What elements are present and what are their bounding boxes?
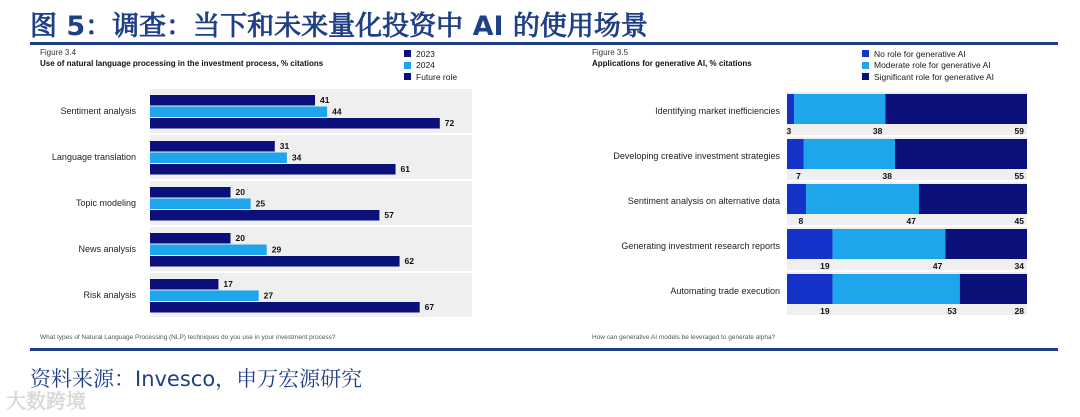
category-label: Generating investment research reports — [621, 241, 780, 251]
bar-future-role — [150, 118, 440, 129]
bar-moderate-role-for-generative-ai — [804, 139, 895, 169]
data-label: 20 — [235, 187, 245, 197]
data-label: 19 — [820, 306, 830, 316]
legend-label: 2023 — [416, 48, 435, 59]
bar-2024 — [150, 199, 251, 210]
bar-future-role — [150, 256, 400, 267]
category-label: Automating trade execution — [670, 286, 780, 296]
data-label: 3 — [786, 126, 792, 136]
bar-no-role-for-generative-ai — [787, 94, 794, 124]
bar-future-role — [150, 302, 420, 313]
bar-moderate-role-for-generative-ai — [833, 229, 946, 259]
watermark-logo: 大数跨境 — [6, 389, 86, 413]
bar-significant-role-for-generative-ai — [895, 139, 1027, 169]
category-label: Sentiment analysis — [60, 106, 136, 116]
data-label: 34 — [1014, 261, 1024, 271]
bar-no-role-for-generative-ai — [787, 229, 833, 259]
data-label: 25 — [255, 198, 266, 209]
bar-significant-role-for-generative-ai — [945, 229, 1027, 259]
bar-2023 — [150, 95, 315, 106]
data-label: 41 — [320, 95, 330, 105]
bar-moderate-role-for-generative-ai — [806, 184, 919, 214]
bar-moderate-role-for-generative-ai — [833, 274, 960, 304]
data-label: 47 — [906, 216, 916, 226]
bar-significant-role-for-generative-ai — [885, 94, 1027, 124]
data-label: 7 — [796, 171, 801, 181]
category-label: Developing creative investment strategies — [613, 151, 780, 161]
bar-future-role — [150, 210, 379, 221]
category-label: Sentiment analysis on alternative data — [627, 196, 780, 206]
data-label: 59 — [1014, 126, 1024, 136]
bar-significant-role-for-generative-ai — [919, 184, 1027, 214]
data-label: 38 — [872, 126, 883, 136]
category-label: Risk analysis — [83, 290, 136, 300]
figure-3-5-panel — [590, 46, 1040, 344]
heading-rule — [30, 42, 1058, 45]
category-label: News analysis — [78, 244, 136, 254]
bar-2023 — [150, 141, 275, 152]
chart-title: Applications for generative AI, % citations — [592, 59, 752, 68]
data-label: 53 — [947, 306, 957, 316]
figure-number: Figure 3.5 — [592, 48, 629, 57]
chart-footnote: What types of Natural Language Processing (NLP) techniques do you use in your investment process? — [40, 334, 336, 341]
bar-2024 — [150, 107, 327, 118]
genai-stacked-bar-chart — [590, 46, 1040, 344]
data-label: 8 — [798, 216, 804, 226]
category-label: Topic modeling — [75, 198, 136, 208]
data-label: 27 — [263, 290, 274, 301]
data-label: 38 — [882, 171, 892, 181]
data-label: 61 — [400, 164, 410, 174]
legend-label: Future role — [416, 71, 458, 82]
bar-2023 — [150, 233, 231, 244]
source-note: 资料来源：Invesco，申万宏源研究 — [30, 367, 363, 391]
category-label: Language translation — [51, 152, 136, 162]
data-label: 67 — [424, 302, 435, 312]
data-label: 45 — [1014, 216, 1024, 226]
footer-rule — [30, 348, 1058, 351]
bar-significant-role-for-generative-ai — [960, 274, 1027, 304]
data-label: 19 — [820, 261, 830, 271]
figure-3-4-panel — [38, 46, 490, 344]
page-heading: 图 5：调查：当下和未来量化投资中 AI 的使用场景 — [30, 11, 648, 42]
bar-future-role — [150, 164, 396, 175]
data-label: 28 — [1014, 306, 1024, 316]
bar-moderate-role-for-generative-ai — [794, 94, 885, 124]
legend-label: No role for generative AI — [874, 48, 966, 59]
bar-2024 — [150, 153, 287, 164]
data-label: 17 — [223, 279, 233, 289]
data-label: 47 — [932, 261, 943, 271]
data-label: 72 — [444, 118, 455, 128]
bar-2023 — [150, 279, 218, 290]
bar-no-role-for-generative-ai — [787, 184, 806, 214]
bar-2024 — [150, 245, 267, 256]
chart-title: Use of natural language processing in the investment process, % citations — [40, 59, 324, 68]
data-label: 44 — [332, 106, 342, 117]
data-label: 55 — [1014, 171, 1024, 181]
data-label: 31 — [279, 141, 290, 151]
data-label: 20 — [235, 233, 245, 243]
category-label: Identifying market inefficiencies — [655, 106, 780, 116]
bar-2023 — [150, 187, 231, 198]
bar-no-role-for-generative-ai — [787, 274, 833, 304]
legend-label: Significant role for generative AI — [874, 71, 995, 82]
data-label: 34 — [291, 152, 302, 163]
chart-footnote: How can generative AI models be leveraged to generate alpha? — [592, 334, 776, 341]
bar-no-role-for-generative-ai — [787, 139, 804, 169]
data-label: 57 — [384, 210, 394, 220]
legend-label: Moderate role for generative AI — [874, 60, 991, 71]
bar-2024 — [150, 291, 259, 302]
figure-number: Figure 3.4 — [40, 48, 77, 57]
data-label: 29 — [271, 244, 282, 255]
nlp-bar-chart — [38, 46, 490, 344]
legend-label: 2024 — [416, 60, 435, 71]
data-label: 62 — [404, 256, 415, 266]
